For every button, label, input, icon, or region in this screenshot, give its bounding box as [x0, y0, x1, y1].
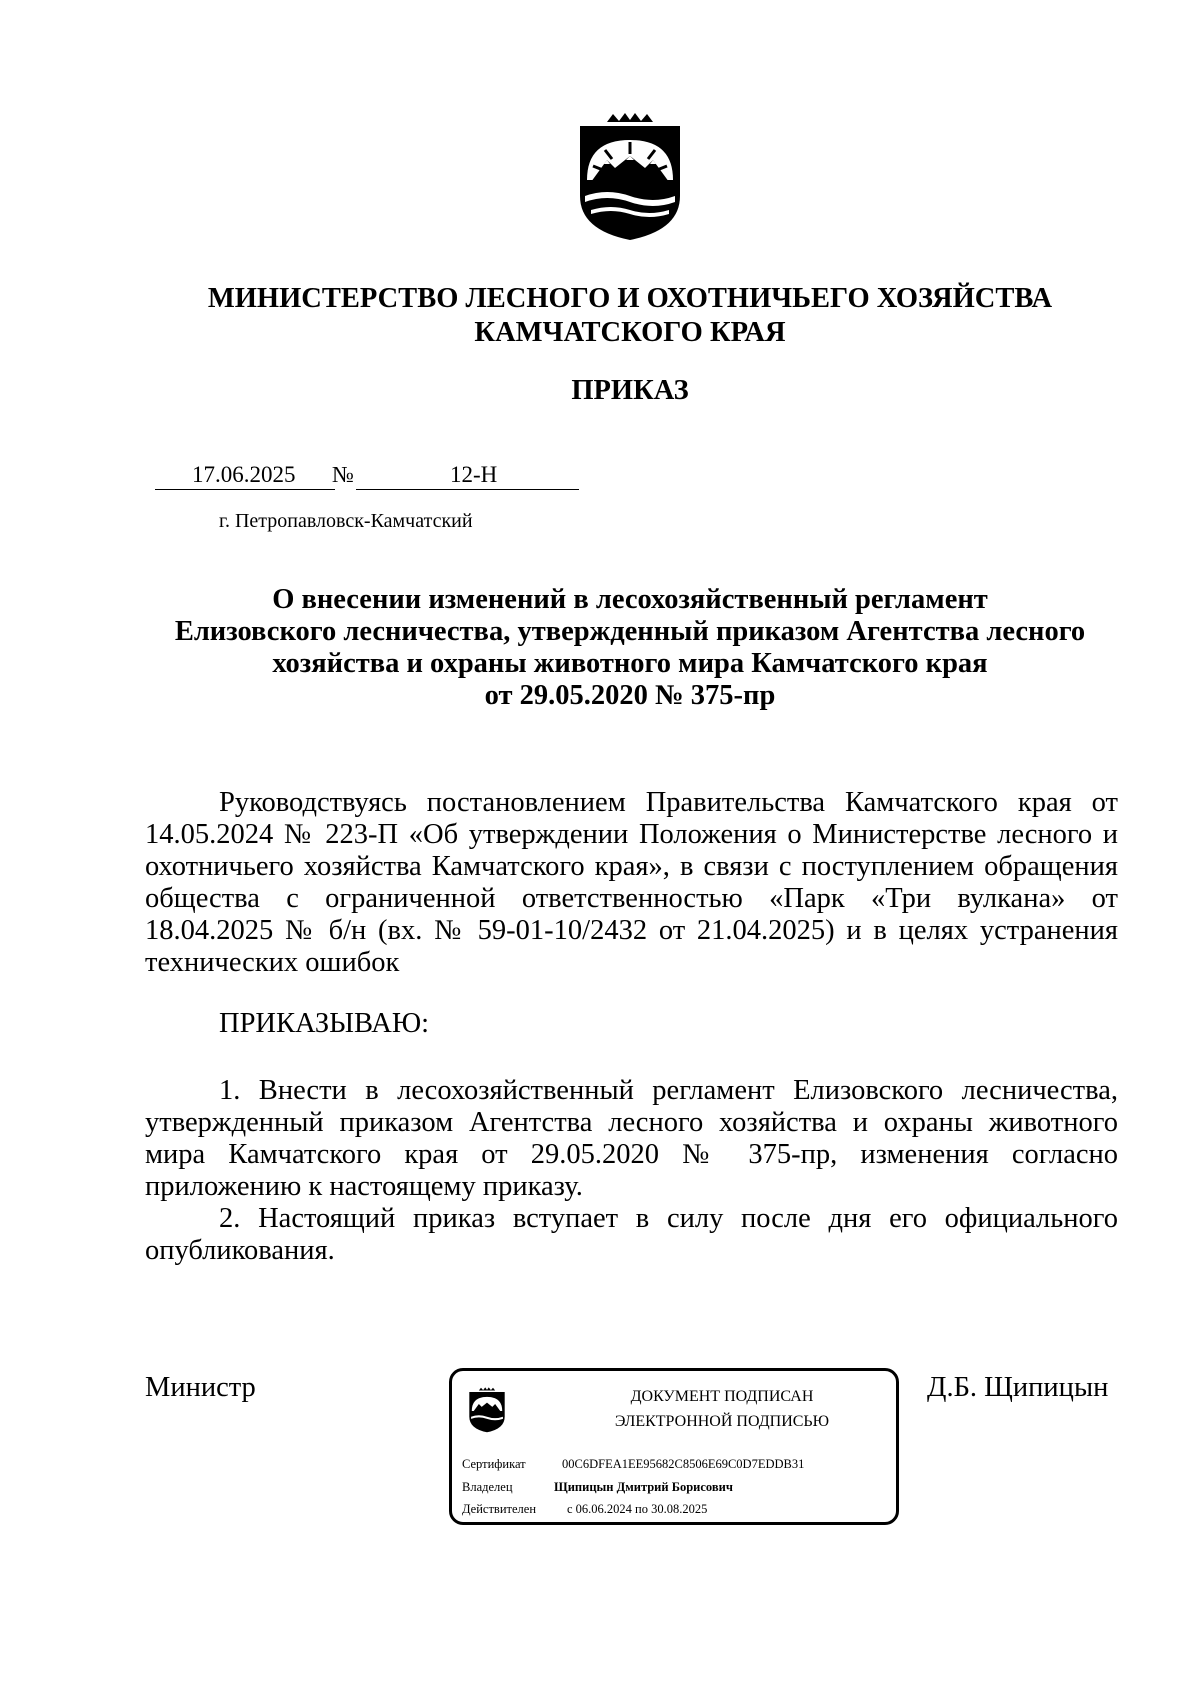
subject-line-2: Елизовского лесничества, утвержденный приказом Агентства лесного [174, 616, 1086, 647]
document-type-title: ПРИКАЗ [571, 375, 689, 406]
issue-city: г. Петропавловск-Камчатский [219, 510, 473, 532]
certificate-label: Сертификат [462, 1457, 526, 1471]
order-subject [100, 584, 1160, 712]
order-number-sign: № [332, 462, 354, 487]
validity-value: с 06.06.2024 по 30.08.2025 [567, 1502, 708, 1516]
owner-label: Владелец [462, 1480, 513, 1494]
signer-name: Д.Б. Щипицын [927, 1372, 1109, 1403]
order-date: 17.06.2025 [192, 462, 296, 487]
stamp-title-line-2: ЭЛЕКТРОННОЙ ПОДПИСЬЮ [614, 1413, 830, 1430]
ministry-name-line-1: МИНИСТЕРСТВО ЛЕСНОГО И ОХОТНИЧЬЕГО ХОЗЯЙСТВА [207, 283, 1053, 314]
subject-line-3: хозяйства и охраны животного мира Камчатского края [272, 648, 988, 679]
order-directive-word: ПРИКАЗЫВАЮ: [219, 1008, 430, 1039]
certificate-value: 00C6DFEA1EE95682C8506E69C0D7EDDB31 [562, 1457, 805, 1471]
order-item-2: 2. Настоящий приказ вступает в силу после дня его официального опубликования. [145, 1203, 1118, 1266]
preamble-paragraph: Руководствуясь постановлением Правительства Камчатского края от 14.05.2024 № 223-П «Об утверждении Положения о Министерстве лесного и охотничьего хозяйства Камчатского края», в связи с поступлением обращения общества с ограниченной ответственностью «Парк «Три вулкана» от 18.04.2025 № б/н (вх. № 59-01-10/2432 от 21.04.2025) и в целях устранения технических ошибок [145, 787, 1118, 978]
validity-label: Действителен [462, 1502, 537, 1516]
order-number: 12-Н [450, 462, 498, 487]
ministry-name-line-2: КАМЧАТСКОГО КРАЯ [474, 317, 786, 348]
stamp-title-line-1: ДОКУМЕНТ ПОДПИСАН [630, 1388, 814, 1405]
stamp-certificate-row [462, 1457, 804, 1472]
stamp-validity-row [462, 1502, 707, 1517]
electronic-signature-stamp [449, 1368, 899, 1525]
stamp-owner-row [462, 1480, 733, 1495]
signer-position: Министр [145, 1372, 256, 1403]
subject-line-4: от 29.05.2020 № 375-пр [484, 680, 776, 711]
kamchatka-coat-of-arms-icon [467, 1387, 507, 1433]
order-item-1: 1. Внести в лесохозяйственный регламент Елизовского лесничества, утвержденный приказом Агентства лесного хозяйства и охраны животного мира Камчатского края от 29.05.2020 № 375-пр, изменения согласно приложению к настоящему приказу. [145, 1075, 1118, 1202]
kamchatka-coat-of-arms-icon [577, 112, 683, 242]
owner-value: Щипицын Дмитрий Борисович [554, 1480, 733, 1494]
subject-line-1: О внесении изменений в лесохозяйственный регламент [272, 584, 988, 615]
